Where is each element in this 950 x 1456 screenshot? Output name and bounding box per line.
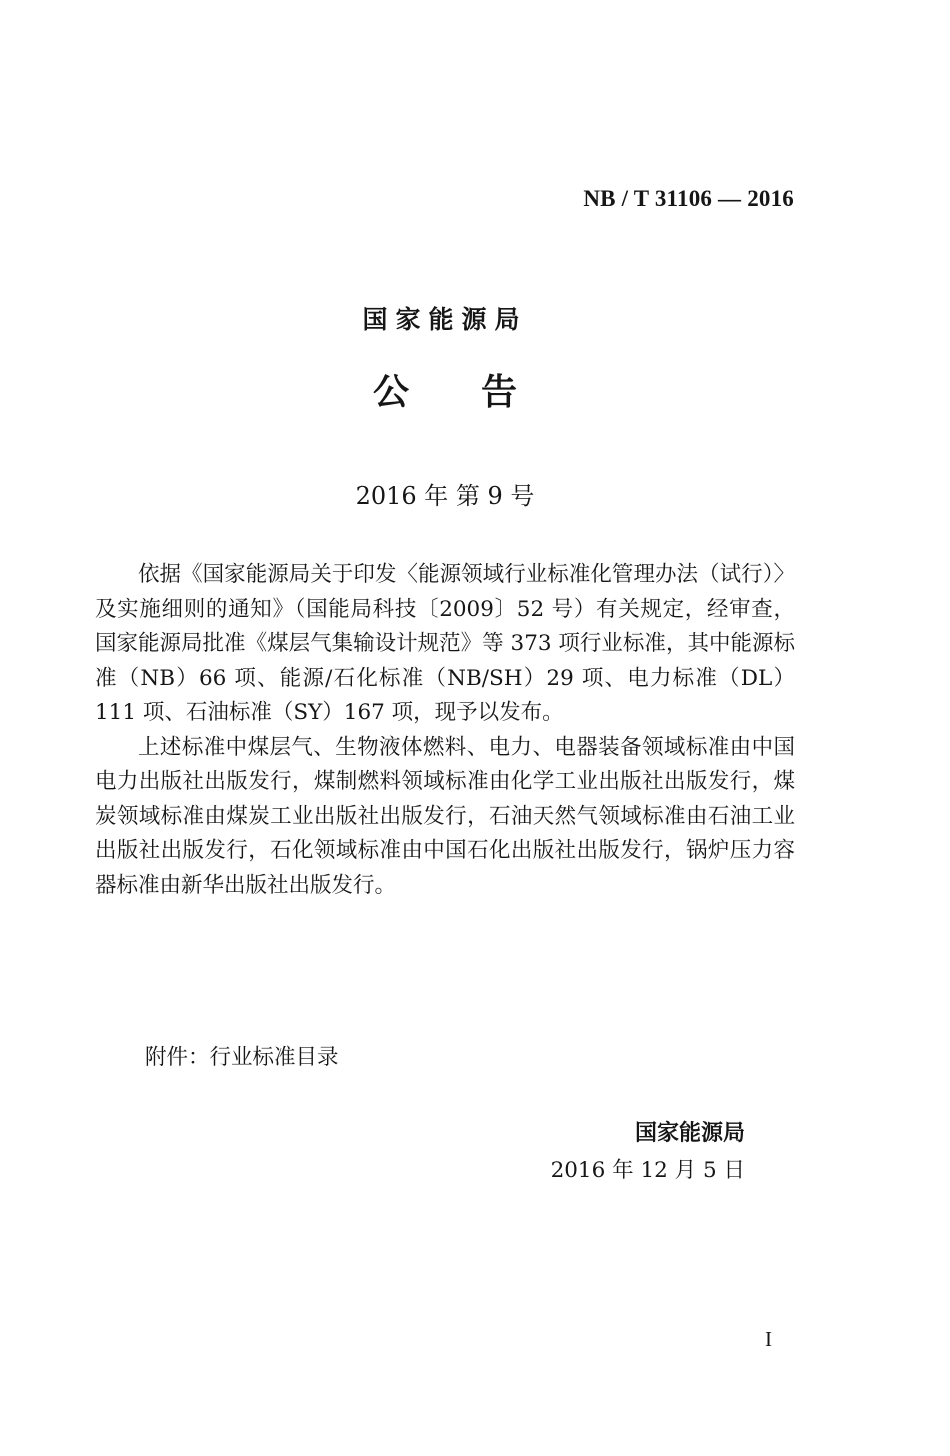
- notice-body: [95, 558, 795, 903]
- body-paragraph-1: 依据《国家能源局关于印发〈能源领域行业标准化管理办法（试行）〉及实施细则的通知》（国能局科技〔2009〕52 号）有关规定，经审查，国家能源局批准《煤层气集输设计规范》等 373 项行业标准，其中能源标准（NB）66 项、能源/石化标准（NB/SH）29 项、电力标准（DL）111 项、石油标准（SY）167 项，现予以发布。: [95, 562, 795, 725]
- page-number: I: [765, 1327, 772, 1351]
- body-paragraph-2: 上述标准中煤层气、生物液体燃料、电力、电器装备领域标准由中国电力出版社出版发行，煤制燃料领域标准由化学工业出版社出版发行，煤炭领域标准由煤炭工业出版社出版发行，石油天然气领域标准由石油工业出版社出版发行，石化领域标准由中国石化出版社出版发行，锅炉压力容器标准由新华出版社出版发行。: [95, 734, 795, 898]
- issue-number: 2016 年 第 9 号: [355, 482, 535, 510]
- standard-code: NB / T 31106 — 2016: [583, 186, 794, 211]
- signature-date: 2016 年 12 月 5 日: [550, 1158, 745, 1183]
- document-title: 公告: [372, 372, 589, 413]
- attachment-line: 附件：行业标准目录: [145, 1045, 339, 1070]
- signature: 国家能源局: [634, 1121, 745, 1146]
- issuer-heading: 国家能源局: [362, 305, 528, 334]
